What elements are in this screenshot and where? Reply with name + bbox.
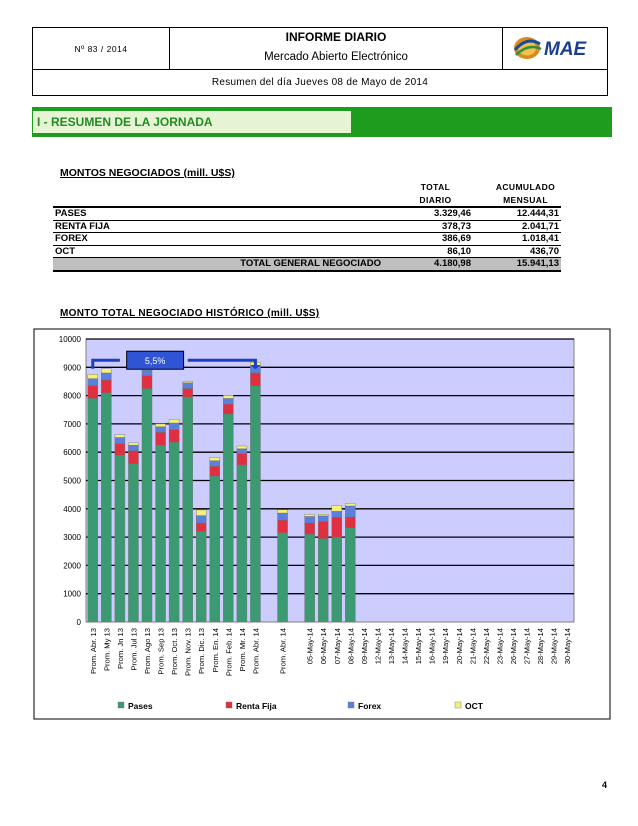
bar-segment xyxy=(223,414,233,622)
bar-segment xyxy=(115,455,125,622)
logo-text: MAE xyxy=(544,39,587,60)
montos-title: MONTOS NEGOCIADOS (mill. U$S) xyxy=(60,167,235,179)
bar-segment xyxy=(169,423,179,430)
bar-segment xyxy=(183,389,193,397)
bar-segment xyxy=(345,503,355,506)
bar-segment xyxy=(278,513,288,520)
x-tick-label: 08-May-14 xyxy=(346,628,356,665)
x-tick-label: 20-May-14 xyxy=(454,628,464,665)
y-tick-label: 2000 xyxy=(63,561,81,571)
col-total-diario-line1: TOTAL xyxy=(420,182,451,192)
x-tick-label: Prom. Feb. 14 xyxy=(224,628,234,677)
row-mensual: 1.018,41 xyxy=(473,233,561,246)
x-tick-label: 12-May-14 xyxy=(373,628,383,665)
chart-title: MONTO TOTAL NEGOCIADO HISTÓRICO (mill. U$S) xyxy=(60,308,320,319)
x-tick-label: 28-May-14 xyxy=(536,628,546,665)
x-tick-label: 09-May-14 xyxy=(359,628,369,665)
y-tick-label: 8000 xyxy=(63,391,81,401)
y-tick-label: 0 xyxy=(76,618,81,627)
bar-segment xyxy=(318,539,328,622)
bar-segment xyxy=(278,520,288,533)
row-label: PASES xyxy=(53,207,383,220)
bar-segment xyxy=(196,510,206,516)
x-tick-label: 07-May-14 xyxy=(332,628,342,665)
bar-segment xyxy=(183,397,193,622)
page-number: 4 xyxy=(602,780,608,790)
legend-swatch xyxy=(226,702,232,708)
bar-segment xyxy=(156,427,166,433)
row-label: FOREX xyxy=(53,233,383,246)
bar-segment xyxy=(183,383,193,389)
x-tick-label: 21-May-14 xyxy=(468,628,478,665)
bar-segment xyxy=(196,531,206,622)
bar-segment xyxy=(101,380,111,393)
x-tick-label: Prom. Mr. 14 xyxy=(237,628,247,672)
row-diario: 86,10 xyxy=(383,245,473,258)
x-tick-label: Prom. Abr. 14 xyxy=(251,628,261,675)
y-tick-label: 1000 xyxy=(63,589,81,599)
bar-segment xyxy=(142,370,152,376)
y-tick-label: 10000 xyxy=(58,335,81,344)
y-tick-label: 6000 xyxy=(63,448,81,458)
annotation-label: 5,5% xyxy=(144,356,166,367)
bar-segment xyxy=(305,514,315,516)
y-tick-label: 4000 xyxy=(63,504,81,514)
x-tick-label: Prom. Nov. 13 xyxy=(183,628,193,676)
y-tick-label: 3000 xyxy=(63,533,81,543)
y-tick-label: 9000 xyxy=(63,363,81,373)
bar-segment xyxy=(101,369,111,373)
row-mensual: 2.041,71 xyxy=(473,220,561,233)
bar-segment xyxy=(88,398,98,622)
report-title: INFORME DIARIO xyxy=(285,30,387,44)
bar-segment xyxy=(210,458,220,461)
bar-segment xyxy=(196,523,206,531)
report-date-line: Resumen del día Jueves 08 de Mayo de 2014 xyxy=(33,69,607,95)
bar-segment xyxy=(345,528,355,622)
bar-segment xyxy=(101,373,111,380)
bar-segment xyxy=(332,537,342,622)
x-tick-label: 23-May-14 xyxy=(495,628,505,665)
bar-segment xyxy=(169,442,179,622)
x-tick-label: Prom. En. 14 xyxy=(210,628,220,673)
legend-label: Forex xyxy=(358,701,382,711)
bar-segment xyxy=(345,506,355,517)
section-title: I - RESUMEN DE LA JORNADA xyxy=(37,115,213,129)
x-tick-label: 16-May-14 xyxy=(427,628,437,665)
bar-segment xyxy=(142,389,152,622)
bar-segment xyxy=(305,534,315,622)
bar-segment xyxy=(128,443,138,445)
bar-segment xyxy=(278,510,288,513)
bar-segment xyxy=(156,432,166,445)
bar-segment xyxy=(196,516,206,523)
bar-segment xyxy=(210,476,220,622)
bar-segment xyxy=(332,506,342,512)
report-number: Nº 83 / 2014 xyxy=(33,28,170,69)
x-tick-label: 13-May-14 xyxy=(387,628,396,665)
legend-swatch xyxy=(455,702,461,708)
row-label: RENTA FIJA xyxy=(53,220,383,233)
x-tick-label: 27-May-14 xyxy=(522,628,532,665)
legend-label: Pases xyxy=(128,701,153,711)
bar-segment xyxy=(88,379,98,386)
bar-segment xyxy=(332,517,342,537)
y-tick-label: 5000 xyxy=(63,476,81,486)
bar-segment xyxy=(88,374,98,378)
x-tick-label: 19-May-14 xyxy=(441,628,451,665)
bar-segment xyxy=(250,373,260,386)
x-tick-label: 29-May-14 xyxy=(549,628,559,665)
x-tick-label: 15-May-14 xyxy=(414,628,424,665)
bar-segment xyxy=(318,516,328,522)
bar-segment xyxy=(237,449,247,454)
x-tick-label: 30-May-14 xyxy=(563,628,573,665)
x-tick-label: Prom. Ago 13 xyxy=(143,628,152,675)
bar-segment xyxy=(210,466,220,476)
total-label: TOTAL GENERAL NEGOCIADO xyxy=(53,258,383,271)
bar-segment xyxy=(169,430,179,443)
bar-segment xyxy=(210,461,220,467)
bar-segment xyxy=(237,446,247,449)
x-tick-label: Prom. Oct. 13 xyxy=(170,628,180,675)
bar-segment xyxy=(169,419,179,423)
bar-segment xyxy=(142,376,152,389)
x-tick-label: Prom. Jul 13 xyxy=(129,628,139,671)
row-diario: 386,69 xyxy=(383,233,473,246)
bar-segment xyxy=(128,445,138,451)
bar-segment xyxy=(156,445,166,622)
report-subtitle: Mercado Abierto Electrónico xyxy=(264,51,408,63)
total-diario: 4.180,98 xyxy=(383,258,473,271)
total-mensual: 15.941,13 xyxy=(473,258,561,271)
x-tick-label: 22-May-14 xyxy=(481,628,491,665)
bar-segment xyxy=(250,386,260,622)
bar-segment xyxy=(237,454,247,465)
x-tick-label: 26-May-14 xyxy=(509,628,518,665)
bar-segment xyxy=(115,444,125,455)
x-tick-label: Prom. Dic. 13 xyxy=(197,628,207,674)
bar-segment xyxy=(237,465,247,622)
x-tick-label: Prom. Abr. 14 xyxy=(278,628,288,675)
x-tick-label: 14-May-14 xyxy=(400,628,410,665)
col-acumulado-mensual-line2: MENSUAL xyxy=(503,195,548,205)
legend-swatch xyxy=(118,702,124,708)
bar-segment xyxy=(115,435,125,438)
bar-segment xyxy=(115,437,125,443)
x-tick-label: Prom. Jn 13 xyxy=(115,628,125,669)
bar-segment xyxy=(318,522,328,539)
bar-segment xyxy=(305,523,315,534)
x-tick-label: Prom. My 13 xyxy=(102,628,112,672)
y-tick-label: 7000 xyxy=(63,419,81,429)
col-total-diario-line2: DIARIO xyxy=(419,195,452,205)
bar-segment xyxy=(156,424,166,427)
col-acumulado-mensual-line1: ACUMULADO xyxy=(495,182,556,192)
bar-segment xyxy=(305,516,315,523)
x-tick-label: 06-May-14 xyxy=(319,628,329,665)
row-mensual: 12.444,31 xyxy=(473,207,561,220)
row-label: OCT xyxy=(53,245,383,258)
bar-segment xyxy=(345,517,355,528)
legend-label: OCT xyxy=(465,701,483,711)
row-diario: 378,73 xyxy=(383,220,473,233)
x-tick-label: 05-May-14 xyxy=(305,628,315,665)
legend-label: Renta Fija xyxy=(236,701,277,711)
bar-segment xyxy=(223,395,233,398)
bar-segment xyxy=(183,381,193,382)
x-tick-label: Prom. Sep 13 xyxy=(156,628,166,675)
bar-segment xyxy=(278,533,288,622)
x-tick-label: Prom. Abr. 13 xyxy=(88,628,98,675)
bar-segment xyxy=(88,386,98,399)
bar-segment xyxy=(223,404,233,414)
bar-segment xyxy=(332,511,342,517)
bar-segment xyxy=(101,393,111,622)
legend-swatch xyxy=(348,702,354,708)
bar-segment xyxy=(128,464,138,622)
bar-segment xyxy=(223,398,233,404)
row-mensual: 436,70 xyxy=(473,245,561,258)
row-diario: 3.329,46 xyxy=(383,207,473,220)
bar-segment xyxy=(128,451,138,464)
bar-segment xyxy=(318,514,328,516)
